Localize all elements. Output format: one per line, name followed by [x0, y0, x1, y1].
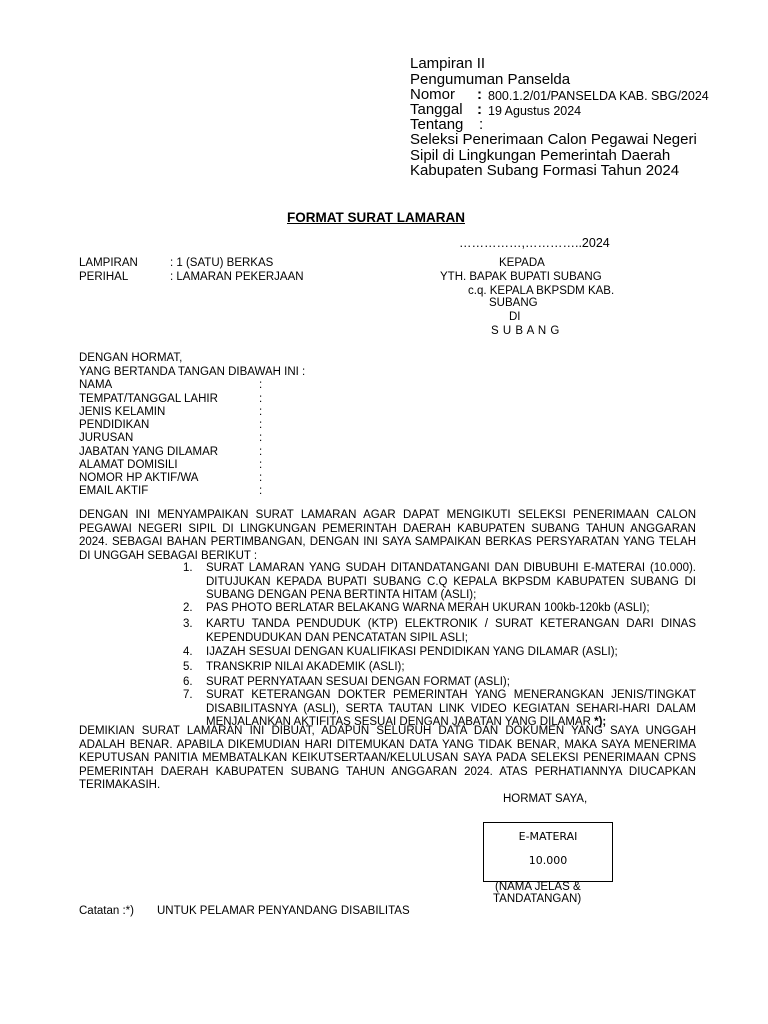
- list-item-text: SURAT PERNYATAAN SESUAI DENGAN FORMAT (ASLI);: [206, 676, 510, 688]
- field-sep: :: [259, 379, 263, 391]
- signature-line-1: (NAMA JELAS &: [495, 881, 581, 893]
- list-item-text: IJAZAH SESUAI DENGAN KUALIFIKASI PENDIDIKAN YANG DILAMAR (ASLI);: [206, 646, 618, 658]
- tanggal-colon: :: [477, 101, 482, 118]
- field-sep: :: [259, 419, 263, 431]
- field-label-nomor-hp: NOMOR HP AKTIF/WA: [79, 472, 199, 484]
- list-item-text: [206, 689, 696, 730]
- intro-text: YANG BERTANDA TANGAN DIBAWAH INI :: [79, 366, 306, 378]
- field-label-alamat: ALAMAT DOMISILI: [79, 459, 178, 471]
- e-materai-label: E-MATERAI: [518, 830, 578, 843]
- list-item-number: 7.: [183, 689, 193, 701]
- greeting: DENGAN HORMAT,: [79, 352, 183, 364]
- perihal-value: : LAMARAN PEKERJAAN: [170, 271, 304, 283]
- list-item-text-main: SURAT KETERANGAN DOKTER PEMERINTAH YANG MENERANGKAN JENIS/TINGKAT DISABILITASNYA (ASLI), SERTA TAUTAN LINK VIDEO KEGIATAN SEHARI-HARI DALAM MENJALANKAN AKTIFITAS SESUAI DENGAN JABATAN YANG DILAMAR: [206, 689, 696, 728]
- field-label-pendidikan: PENDIDIKAN: [79, 419, 150, 431]
- e-materai-value: 10.000: [528, 854, 568, 867]
- list-item-number: 4.: [183, 646, 193, 658]
- date-line: ……………,…………..2024: [459, 236, 610, 250]
- field-sep: :: [259, 393, 263, 405]
- list-item-number: 1.: [183, 562, 193, 574]
- lampiran-value: : 1 (SATU) BERKAS: [170, 257, 274, 269]
- list-item-text: SURAT LAMARAN YANG SUDAH DITANDATANGANI DAN DIBUBUHI E-MATERAI (10.000). DITUJUKAN KEPADA BUPATI SUBANG C.Q KEPALA BKPSDM KABUPATEN SUBANG DI SUBANG DENGAN PENA BERTINTA HITAM (ASLI);: [206, 562, 696, 601]
- field-label-jabatan: JABATAN YANG DILAMAR: [79, 446, 219, 458]
- list-item-number: 5.: [183, 661, 193, 673]
- note-text: UNTUK PELAMAR PENYANDANG DISABILITAS: [157, 905, 410, 917]
- note-label: Catatan :*): [79, 905, 134, 917]
- tentang-line-3: Kabupaten Subang Formasi Tahun 2024: [410, 162, 680, 179]
- field-label-jenis-kelamin: JENIS KELAMIN: [79, 406, 166, 418]
- recipient-line-2: c.q. KEPALA BKPSDM KAB.: [468, 285, 615, 297]
- recipient-line-3: SUBANG: [489, 297, 538, 309]
- recipient-line-4: DI: [509, 311, 521, 323]
- list-item-text: PAS PHOTO BERLATAR BELAKANG WARNA MERAH UKURAN 100kb-120kb (ASLI);: [206, 602, 650, 614]
- field-sep: :: [259, 446, 263, 458]
- body-paragraph: DENGAN INI MENYAMPAIKAN SURAT LAMARAN AGAR DAPAT MENGIKUTI SELEKSI PENERIMAAN CALON PEGAWAI NEGERI SIPIL DI LINGKUNGAN PEMERINTAH DAERAH KABUPATEN SUBANG TAHUN ANGGARAN 2024. SEBAGAI BAHAN PERTIMBANGAN, DENGAN INI SAYA SAMPAIKAN BERKAS PERSYARATAN YANG TELAH DI UNGGAH SEBAGAI BERIKUT :: [79, 509, 696, 562]
- attachment-label: Lampiran II: [410, 55, 486, 72]
- perihal-label: PERIHAL: [79, 271, 129, 283]
- field-label-email: EMAIL AKTIF: [79, 485, 149, 497]
- lampiran-label: LAMPIRAN: [79, 257, 138, 269]
- list-item-text: TRANSKRIP NILAI AKADEMIK (ASLI);: [206, 661, 405, 673]
- field-sep: :: [259, 485, 263, 497]
- field-sep: :: [259, 406, 263, 418]
- hormat-saya: HORMAT SAYA,: [503, 793, 588, 805]
- tanggal-value: 19 Agustus 2024: [488, 104, 582, 118]
- list-item-text: KARTU TANDA PENDUDUK (KTP) ELEKTRONIK / SURAT KETERANGAN DARI DINAS KEPENDUDUKAN DAN PENCATATAN SIPIL ASLI;: [206, 618, 696, 644]
- nomor-colon: :: [477, 86, 482, 103]
- closing-paragraph: DEMIKIAN SURAT LAMARAN INI DIBUAT, ADAPUN SELURUH DATA DAN DOKUMEN YANG SAYA UNGGAH ADALAH BENAR. APABILA DIKEMUDIAN HARI DITEMUKAN DATA YANG TIDAK BENAR, MAKA SAYA MENERIMA KEPUTUSAN PANITIA MEMBATALKAN KEIKUTSERTAAN/KELULUSAN SAYA PADA SELEKSI PENERIMAAN CPNS PEMERINTAH DAERAH KABUPATEN SUBANG TAHUN ANGGARAN 2024. ATAS PERHATIANNYA DIUCAPKAN TERIMAKASIH.: [79, 725, 696, 791]
- e-materai-box: [483, 822, 613, 882]
- field-label-nama: NAMA: [79, 379, 113, 391]
- list-item-number: 6.: [183, 676, 193, 688]
- tentang-colon: :: [479, 116, 484, 133]
- list-item-number: 2.: [183, 602, 193, 614]
- list-item-number: 3.: [183, 618, 193, 630]
- signature-line-2: TANDATANGAN): [493, 893, 582, 905]
- field-sep: :: [259, 459, 263, 471]
- tentang-line-2: Sipil di Lingkungan Pemerintah Daerah: [410, 147, 671, 164]
- nomor-value: 800.1.2/01/PANSELDA KAB. SBG/2024: [488, 89, 709, 103]
- recipient-kepada: KEPADA: [499, 257, 545, 269]
- field-label-jurusan: JURUSAN: [79, 432, 134, 444]
- disability-mark: *);: [590, 716, 607, 728]
- field-label-ttl: TEMPAT/TANGGAL LAHIR: [79, 393, 218, 405]
- document-title: FORMAT SURAT LAMARAN: [287, 210, 465, 225]
- tentang-line-1: Seleksi Penerimaan Calon Pegawai Negeri: [410, 131, 697, 148]
- nomor-label: Nomor: [410, 86, 456, 103]
- announcement-label: Pengumuman Panselda: [410, 71, 571, 88]
- field-sep: :: [259, 432, 263, 444]
- tanggal-label: Tanggal: [410, 101, 463, 118]
- field-sep: :: [259, 472, 263, 484]
- recipient-line-5: S U B A N G: [491, 325, 560, 337]
- recipient-line-1: YTH. BAPAK BUPATI SUBANG: [440, 271, 602, 283]
- tentang-label: Tentang: [410, 116, 464, 133]
